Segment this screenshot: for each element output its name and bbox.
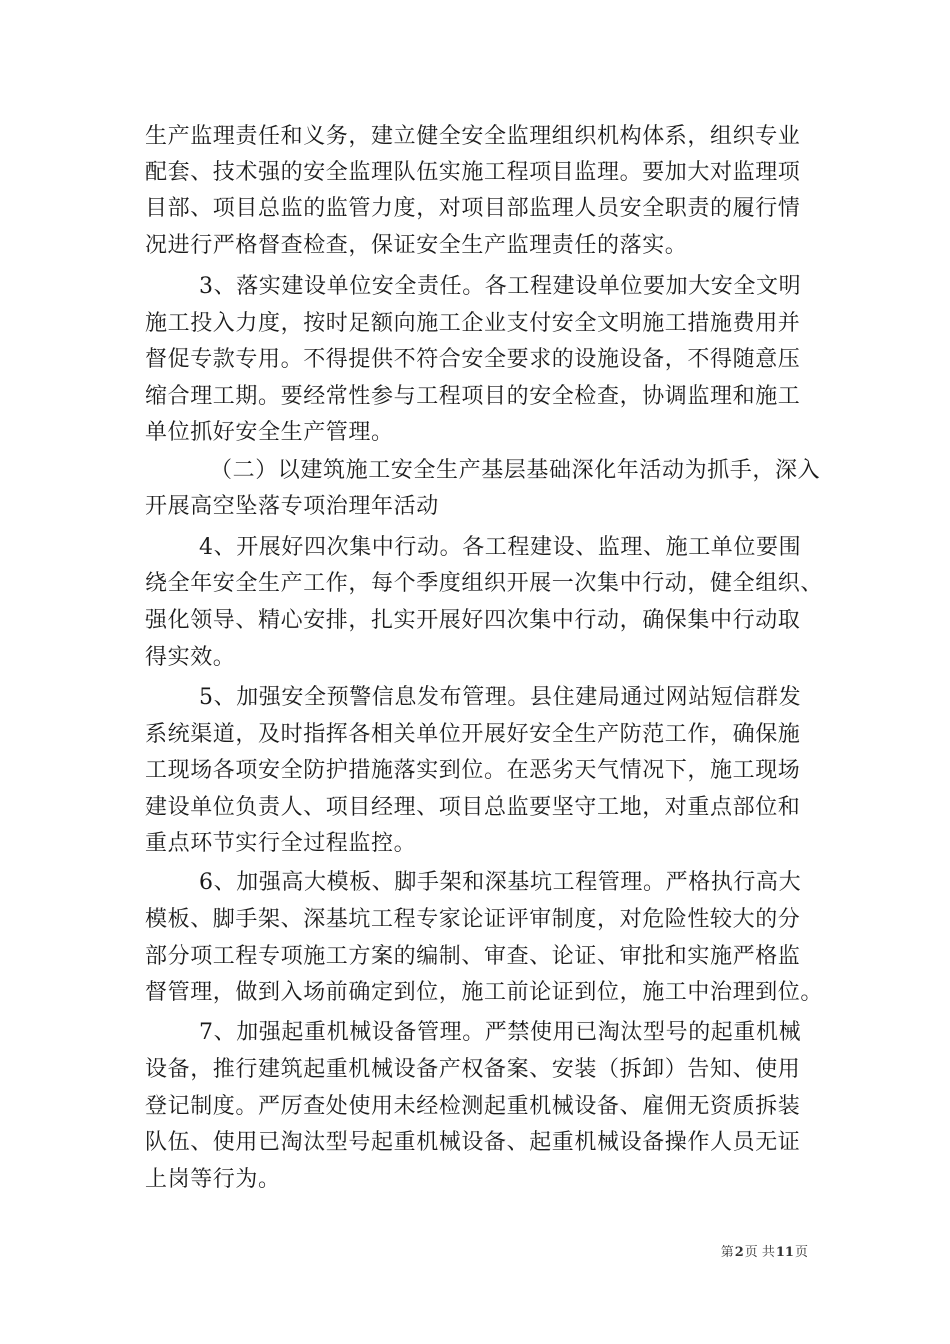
paragraph-4-heading-line: 4、开展好四次集中行动。各工程建设、监理、施工单位要围 <box>199 535 802 560</box>
body-text-line: 得实效。 <box>145 645 236 670</box>
section-2-heading-line: 开展高空坠落专项治理年活动 <box>145 494 439 519</box>
paragraph-3-heading-line: 3、落实建设单位安全责任。各工程建设单位要加大安全文明 <box>199 274 802 299</box>
paragraph-5-heading-line: 5、加强安全预警信息发布管理。县住建局通过网站短信群发 <box>199 685 802 710</box>
paragraph-6-heading-line: 6、加强高大模板、脚手架和深基坑工程管理。严格执行高大 <box>199 870 802 895</box>
body-text-line: 设备，推行建筑起重机械设备产权备案、安装（拆卸）告知、使用 <box>145 1057 801 1082</box>
body-text-line: 绕全年安全生产工作，每个季度组织开展一次集中行动，健全组织、 <box>145 571 824 596</box>
footer-prefix: 第 <box>720 1245 734 1260</box>
body-text-line: 目部、项目总监的监管力度，对项目部监理人员安全职责的履行情 <box>145 196 801 221</box>
footer-suffix: 页 <box>794 1245 808 1260</box>
body-text-line: 施工投入力度，按时足额向施工企业支付安全文明施工措施费用并 <box>145 311 801 336</box>
total-pages-number: 11 <box>775 1245 794 1260</box>
body-text-line: 况进行严格督查检查，保证安全生产监理责任的落实。 <box>145 233 688 258</box>
body-text-line: 工现场各项安全防护措施落实到位。在恶劣天气情况下，施工现场 <box>145 758 801 783</box>
body-text-line: 重点环节实行全过程监控。 <box>145 831 417 856</box>
body-text-line: 队伍、使用已淘汰型号起重机械设备、起重机械设备操作人员无证 <box>145 1130 801 1155</box>
body-text-line: 督促专款专用。不得提供不符合安全要求的设施设备，不得随意压 <box>145 347 801 372</box>
body-text-line: 部分项工程专项施工方案的编制、审查、论证、审批和实施严格监 <box>145 944 801 969</box>
body-text-line: 上岗等行为。 <box>145 1167 281 1192</box>
page-number-footer <box>0 1245 808 1261</box>
section-2-heading-line: （二）以建筑施工安全生产基层基础深化年活动为抓手，深入 <box>210 458 821 483</box>
footer-middle: 页 共 <box>744 1245 775 1260</box>
current-page-number: 2 <box>734 1245 744 1260</box>
body-text-line: 单位抓好安全生产管理。 <box>145 420 394 445</box>
body-text-line: 生产监理责任和义务，建立健全安全监理组织机构体系，组织专业 <box>145 124 801 149</box>
body-text-line: 强化领导、精心安排，扎实开展好四次集中行动，确保集中行动取 <box>145 608 801 633</box>
body-text-line: 登记制度。严厉查处使用未经检测起重机械设备、雇佣无资质拆装 <box>145 1094 801 1119</box>
body-text-line: 系统渠道，及时指挥各相关单位开展好安全生产防范工作，确保施 <box>145 722 801 747</box>
body-text-line: 模板、脚手架、深基坑工程专家论证评审制度，对危险性较大的分 <box>145 907 801 932</box>
paragraph-7-heading-line: 7、加强起重机械设备管理。严禁使用已淘汰型号的起重机械 <box>199 1020 802 1045</box>
body-text-line: 建设单位负责人、项目经理、项目总监要坚守工地，对重点部位和 <box>145 795 801 820</box>
body-text-line: 配套、技术强的安全监理队伍实施工程项目监理。要加大对监理项 <box>145 160 801 185</box>
body-text-line: 督管理，做到入场前确定到位，施工前论证到位，施工中治理到位。 <box>145 980 824 1005</box>
body-text-line: 缩合理工期。要经常性参与工程项目的安全检查，协调监理和施工 <box>145 384 801 409</box>
